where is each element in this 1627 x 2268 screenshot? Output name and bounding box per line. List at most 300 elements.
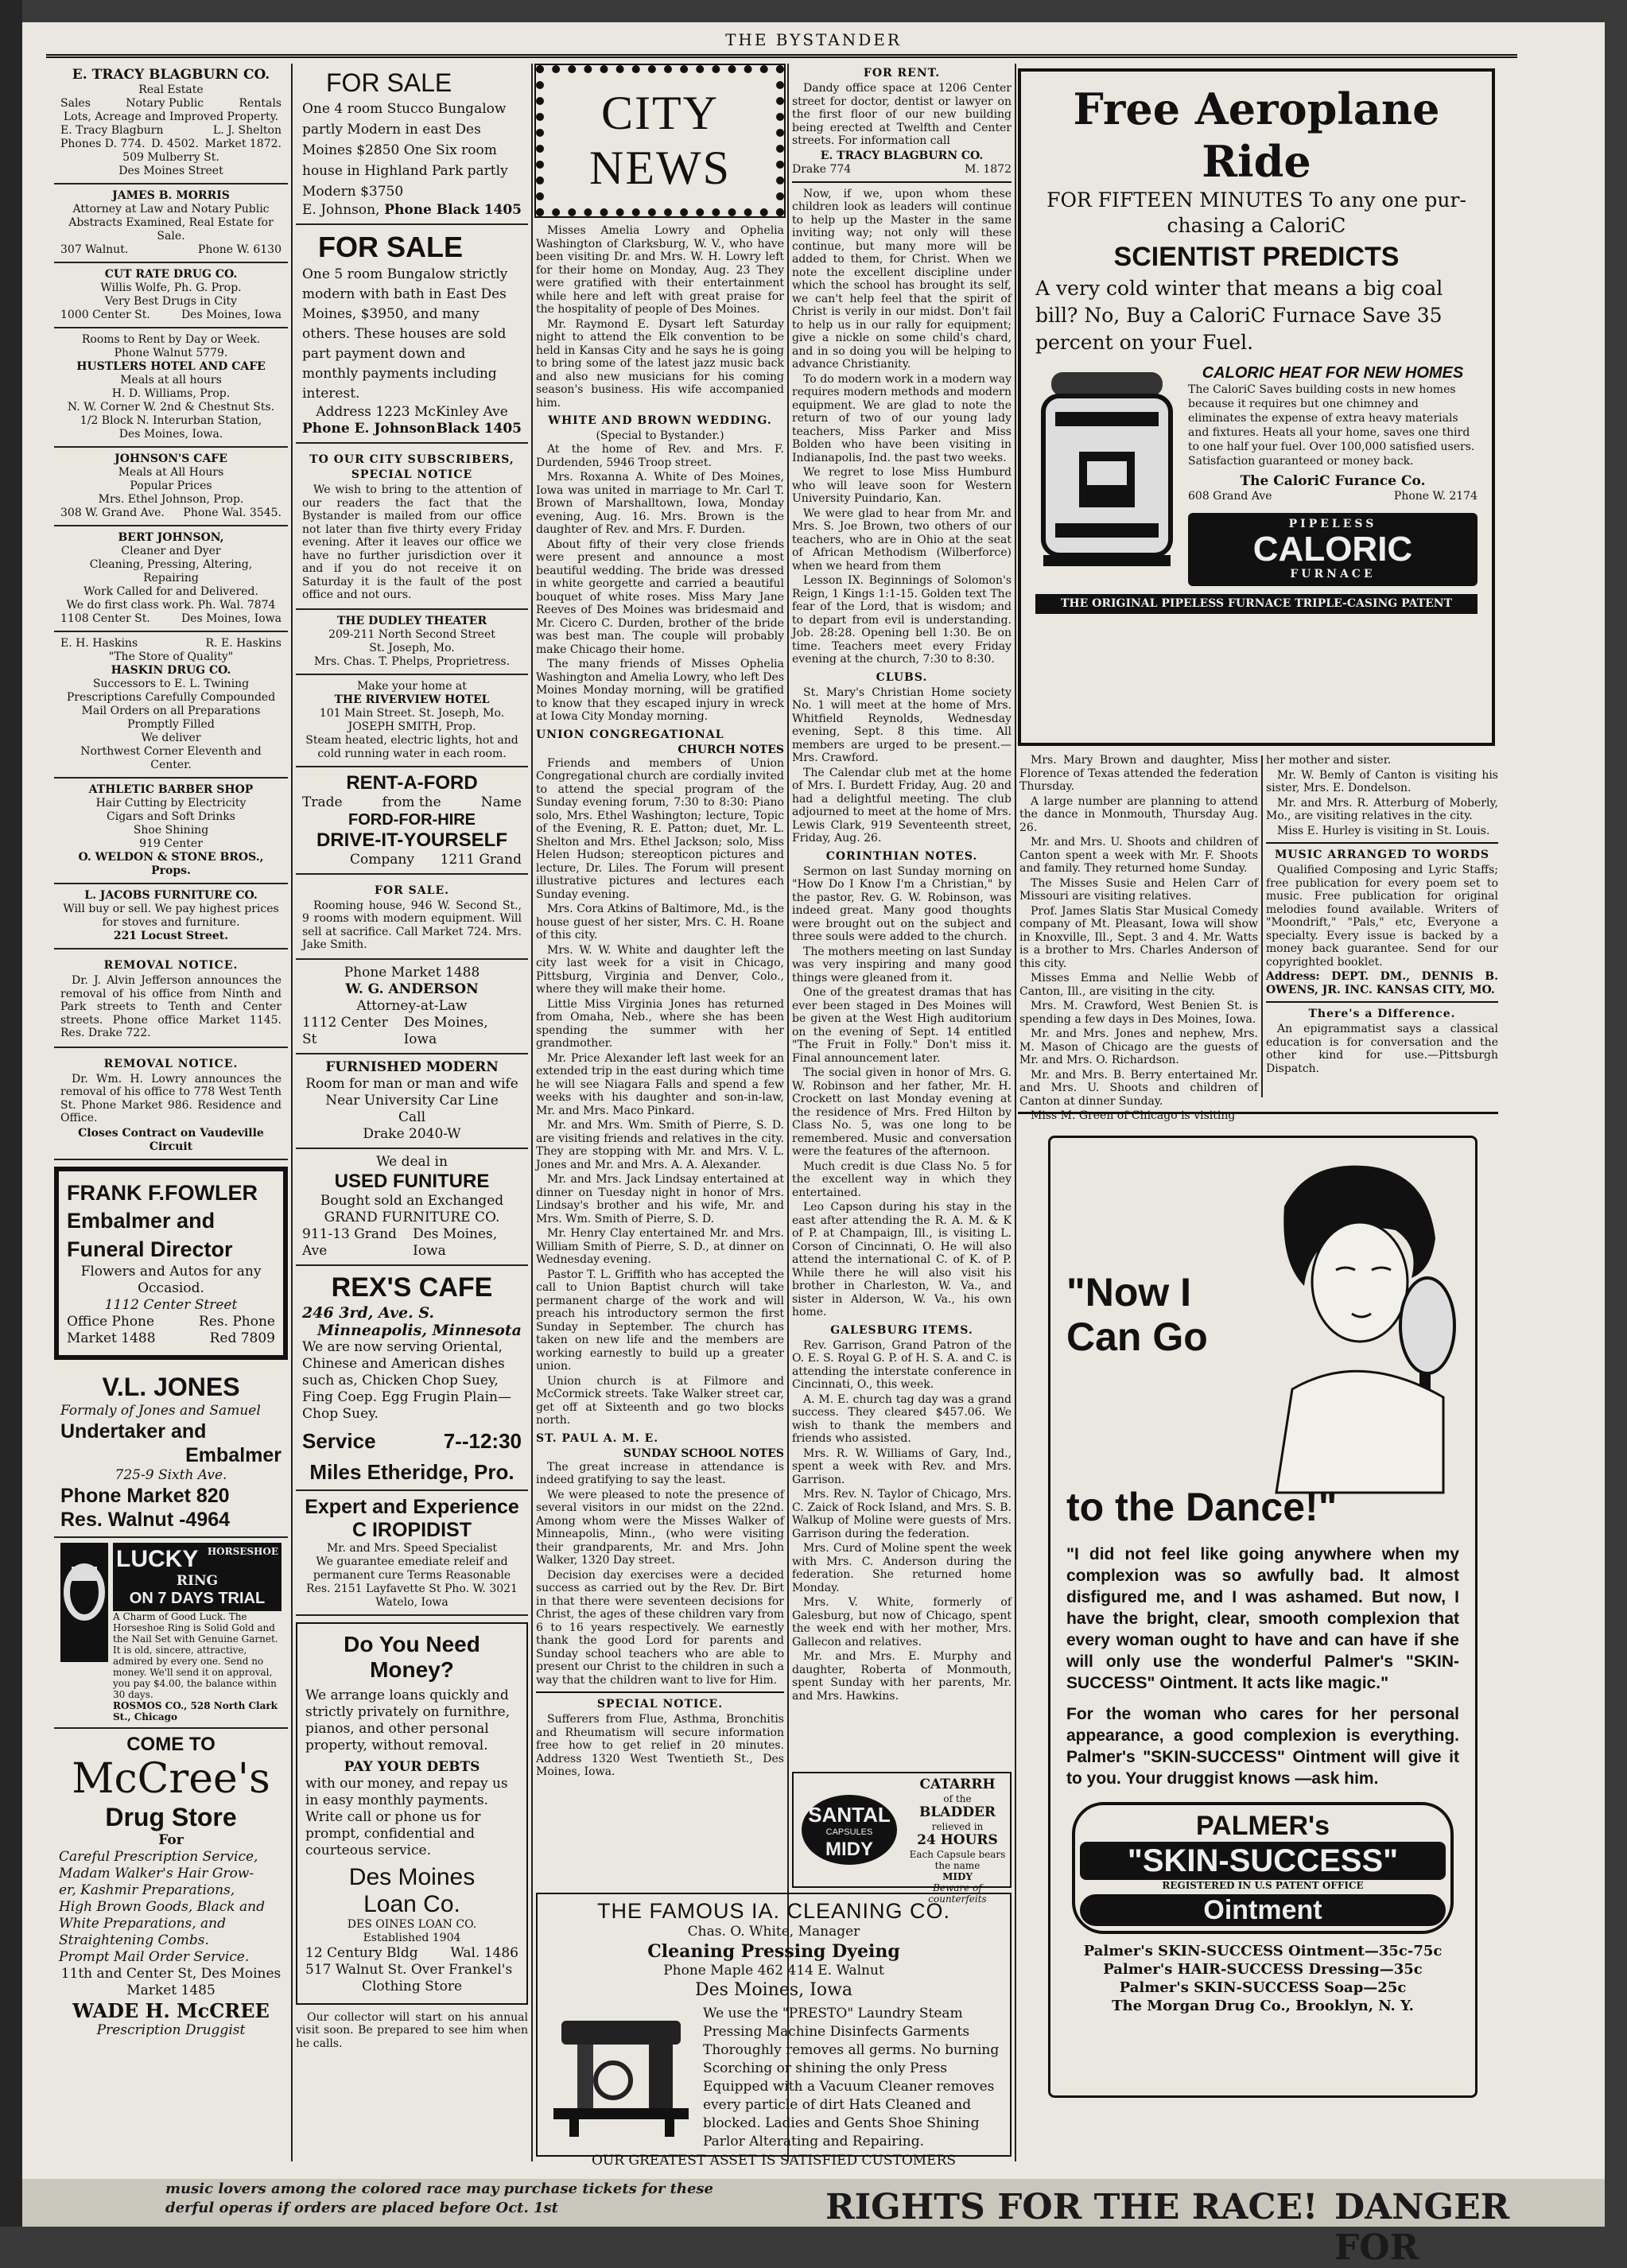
person: E. Tracy Blagburn bbox=[60, 124, 164, 137]
city: Des Moines, Iowa bbox=[403, 1014, 488, 1047]
lucky-trial: ON 7 DAYS TRIAL bbox=[129, 1589, 266, 1607]
loan-title: Do You Need bbox=[344, 1631, 480, 1656]
news-item: Mrs. Roxanna A. White of Des Moines, Iowa was united in marriage to Mr. Carl T. Brown of Marshalltown, Iowa, Monday evening, Aug. 16. Mrs. Brown is the daughter of Rev. and Mrs. F. Durden. bbox=[536, 471, 784, 536]
palmer-headline: Can Go bbox=[1066, 1315, 1208, 1359]
logo-furnace: FURNACE bbox=[1290, 568, 1376, 581]
johnson-line: Meals at All Hours bbox=[118, 466, 224, 479]
news-item: Mrs. V. White, formerly of Galesburg, but now of Chicago, spent the week end with her mother, Mrs. Gallecon and relatives. bbox=[792, 1596, 1012, 1649]
news-item: Decision day exercises were a decided success as carried out by the Rev. Dr. Birt in that there were seventeen decisions for Christ, the ages of these children vary from 6 to 16 years respectively. We earnestly thank the good Lord for parents and Sunday school teachers who are able to present our Christ to the children in such a way that the children want to live for Him. bbox=[536, 1568, 784, 1687]
forsale-ad-1 bbox=[296, 62, 528, 225]
phone: D. 4502. bbox=[151, 138, 199, 150]
news-item: The mothers meeting on last Sunday was very inspiring and many good things were gleaned from it. bbox=[792, 945, 1012, 984]
news-item: Mrs. W. W. White and daughter left the city last week for a visit in Chicago, Pittsburg, Virginia and Denver, Colo., where they will make their home. bbox=[536, 943, 784, 996]
section-subheading: SUNDAY SCHOOL NOTES bbox=[623, 1447, 784, 1460]
section-heading: MUSIC ARRANGED TO WORDS bbox=[1274, 849, 1490, 861]
news-item: Mr. and Mrs. E. Murphy and daughter, Roberta of Monmouth, spent Sunday with her parents, Mr. and Mrs. Hawkins. bbox=[792, 1650, 1012, 1703]
column-1-business-directory bbox=[54, 62, 288, 2163]
cleaning-city: Des Moines, Iowa bbox=[694, 1980, 853, 2000]
rentaford-line: DRIVE-IT-YOURSELF bbox=[316, 829, 507, 851]
anderson-role: Attorney-at-Law bbox=[356, 997, 468, 1014]
section-heading: UNION CONGREGATIONAL bbox=[536, 728, 724, 741]
forsale-name: Phone E. Johnson bbox=[302, 421, 436, 437]
forsale-name: E. Johnson, bbox=[302, 202, 380, 218]
hustlers-line: Rooms to Rent by Day or Week. bbox=[81, 333, 261, 346]
furnished-title: FURNISHED MODERN bbox=[325, 1058, 499, 1075]
rexs-service: Service bbox=[302, 1428, 376, 1453]
notice-sub: SPECIAL NOTICE bbox=[351, 468, 473, 481]
haskin-ad bbox=[54, 632, 288, 779]
palmer-logo bbox=[1072, 1802, 1454, 1934]
city: Des Moines Street bbox=[118, 165, 223, 177]
riverview-hotel-ad bbox=[296, 675, 528, 767]
section-heading: There's a Difference. bbox=[1308, 1008, 1456, 1020]
news-item: A large number are planning to attend the dance in Monmouth, Thursday Aug. 26. bbox=[1019, 794, 1258, 834]
loan-name: Des Moines bbox=[348, 1863, 476, 1890]
news-item: Leo Capson during his stay in the east after attending the R. A. M. & K of P. at Champaign, Ill., is visiting L. Corson of Cincinnati, O. He will also attend the international C. of K. of P. While there he will also visit his brother in Charleston, W. Va., and sister in Alderson, W. Va., his own home. bbox=[792, 1201, 1012, 1318]
removal-notice-2 bbox=[54, 1048, 288, 1160]
city: Des Moines, Iowa bbox=[181, 309, 282, 321]
rentaford-address: 1211 Grand bbox=[440, 851, 522, 868]
jacobs-line: Will buy or sell. We pay highest prices bbox=[63, 903, 279, 915]
next-page-strip bbox=[22, 2179, 1605, 2268]
palmer-skin-success-ad bbox=[1048, 1136, 1478, 2098]
person: E. H. Haskins bbox=[60, 637, 138, 650]
mccree-services bbox=[59, 1849, 283, 1966]
newspaper-page bbox=[22, 22, 1605, 2179]
news-item: Pastor T. L. Griffith who has accepted the call to Union Baptist church will take permanent charge of the work and will preach his introductory sermon the first Sunday in September. The church has taken on new life and the members are working earnestly to build up a greater union. bbox=[536, 1268, 784, 1373]
barber-name: ATHLETIC BARBER SHOP bbox=[88, 783, 254, 796]
fowler-name: FRANK F.FOWLER bbox=[67, 1180, 258, 1205]
news-item: Union church is at Filmore and McCormick streets. Take Walker street car, get off at Sixteenth and go two blocks north. bbox=[536, 1374, 784, 1427]
usedfurn-name: GRAND FURNITURE CO. bbox=[324, 1209, 500, 1225]
cleaning-footer: OUR GREATEST ASSET IS SATISFIED CUSTOMERS bbox=[591, 2153, 957, 2169]
news-item: Miss E. Hurley is visiting in St. Louis. bbox=[1277, 824, 1490, 837]
phone: M. 1872 bbox=[965, 162, 1012, 176]
mccree-service: High Brown Goods, Black and bbox=[59, 1898, 265, 1915]
res-phone-label: Res. Phone bbox=[198, 1313, 275, 1330]
column-rule bbox=[531, 64, 533, 2161]
usedfurn-line: We deal in bbox=[376, 1153, 448, 1170]
forsale-ad-2 bbox=[296, 225, 528, 444]
news-item: Mrs. R. W. Williams of Gary, Ind., spent a week with Rev. and Mrs. Garrison. bbox=[792, 1447, 1012, 1486]
news-item: Mrs. Mary Brown and daughter, Miss Florence of Texas attended the federation Thursday. bbox=[1019, 754, 1258, 793]
news-item: The social given in honor of Mrs. G. W. Robinson and her father, Mr. H. Crockett on last Monday evening at the residence of Mrs. Fred Hilton by Class No. 5, was one long to be remembered. Music and conversation were the features of the afternoon. bbox=[792, 1066, 1012, 1158]
palmer-company: The Morgan Drug Co., Brooklyn, N. Y. bbox=[1112, 1998, 1414, 2014]
service: Rentals bbox=[239, 97, 282, 110]
palmer-logo-name: PALMER's bbox=[1195, 1811, 1330, 1841]
chiro-address: Res. 2151 Layfavette St Pho. W. 3021 bbox=[306, 1582, 518, 1595]
city: St. Joseph, Mo. bbox=[369, 641, 455, 654]
name-label: Name bbox=[480, 794, 522, 810]
loan-co-ad bbox=[296, 1622, 528, 2005]
notice-body: We wish to bring to the attention of our readers the fact that the Bystander is mailed from our office not later than five thirty every Friday evening. After it leaves our office we have no further jurisdiction over it and if you do not receive it on Saturday it is the fault of the post office and not ours. bbox=[302, 484, 522, 601]
mccree-owner: WADE H. McCREE bbox=[72, 1998, 270, 2022]
column-rule bbox=[291, 64, 293, 2161]
caloric-body-small: The CaloriC Saves building costs in new homes because it requires but one chimney and eliminates the expense of extra heavy materials and fixtures. Heats all your home, saves one third to one half your fuel. Over 100,000 satisfied users. Satisfaction guaranteed or money back. bbox=[1188, 383, 1475, 468]
section-subheading: (Special to Bystander.) bbox=[596, 429, 724, 442]
riverview-prop: JOSEPH SMITH, Prop. bbox=[348, 720, 476, 733]
section-subheading: CHURCH NOTES bbox=[678, 743, 784, 756]
loan-sub: PAY YOUR DEBTS bbox=[344, 1758, 480, 1775]
address: 517 Walnut St. Over Frankel's bbox=[305, 1961, 513, 1978]
forsale-title: FOR SALE bbox=[318, 231, 464, 263]
section-heading: SPECIAL NOTICE. bbox=[596, 1698, 724, 1711]
lucky-body: A Charm of Good Luck. The Horseshoe Ring is Solid Gold and the Nail Set with Genuine Garnet. It is old, sincere, attractive, admired by every one. Send no money. We'll send it on approval, you pay $4.00, the balance within 30 days. bbox=[113, 1610, 278, 1700]
loan-name: DES OINES LOAN CO. bbox=[347, 1917, 477, 1931]
caloric-phone: Phone W. 2174 bbox=[1393, 490, 1478, 503]
barber-line: Cigars and Soft Drinks bbox=[107, 810, 235, 823]
removal-title: REMOVAL NOTICE. bbox=[103, 959, 239, 972]
city: Des Moines, Iowa bbox=[181, 612, 282, 625]
news-item: Miss M. Green of Chicago is visiting bbox=[1031, 1109, 1236, 1122]
barber-props: O. WELDON & STONE BROS., Props. bbox=[78, 851, 264, 877]
forsale-phone: Black 1405 bbox=[436, 421, 522, 437]
midy-label: MIDY bbox=[825, 1839, 873, 1860]
rexs-title: REX'S CAFE bbox=[331, 1272, 493, 1303]
section-heading: ST. PAUL A. M. E. bbox=[536, 1431, 659, 1445]
pressing-machine-icon bbox=[546, 2005, 697, 2140]
forsale-title: FOR SALE. bbox=[374, 884, 449, 897]
forsale-title: FOR SALE bbox=[326, 68, 452, 97]
palmer-logo-registered: REGISTERED IN U.S PATENT OFFICE bbox=[1162, 1880, 1364, 1891]
news-item: Rev. Garrison, Grand Patron of the O. E. S. Royal G. P. of H. S. A. and C. is attending the interstate conference in Cincinnati, O., this week. bbox=[792, 1338, 1012, 1391]
forrent-body: Dandy office space at 1206 Center street for doctor, dentist or lawyer on the first floor of our new building being erected at Twelfth and Center streets. For information call bbox=[792, 82, 1012, 147]
news-item: One of the greatest dramas that has ever been staged in Des Moines will be given at the West High auditorium on the evening of Sept. 14 entitled "The Fruit in Folly." Don't miss it. Final announcement later. bbox=[792, 986, 1012, 1065]
cleaning-co-ad bbox=[536, 1893, 1012, 2169]
news-item: Mr. and Mrs. R. Atterburg of Moberly, Mo., are visiting relatives in the city. bbox=[1266, 796, 1498, 822]
dudley-theater-ad bbox=[296, 610, 528, 675]
news-item: A. M. E. church tag day was a grand success. They cleared $457.06. We wish to thank the members and friends who assisted. bbox=[792, 1392, 1012, 1445]
jones-address: 725-9 Sixth Ave. bbox=[115, 1466, 227, 1483]
news-item: Mr. and Mrs. Wm. Smith of Pierre, S. D. are visiting friends and relatives in the city. They are stopping with Mr. and Mrs. V. L. Jones and Mr. and Mrs. A. A. Alexander. bbox=[536, 1119, 784, 1171]
lucky-sub: HORSESHOE bbox=[207, 1545, 278, 1557]
logo-pipeless: PIPELESS bbox=[1288, 518, 1377, 530]
news-item: About fifty of their very close friends were present and announce a most beautiful wedding. The bride was dressed in white georgette and carried a beautiful bouquet of white roses. Miss Mary Jane Reeves of Des Moines was bridesmaid and Mr. Cicero C. Durden, brother of the bride was best man. The couple will probably make Chicago their home. bbox=[536, 538, 784, 656]
news-item: We were pleased to note the presence of several visitors in our midst on the 22nd. Among whom were the Misses Walker of Minneapolis, Minn., (who were visiting their grandparents, Mr. and Mrs. John Walker, 1320 Day street. bbox=[536, 1488, 784, 1567]
furnished-phone: Drake 2040-W bbox=[363, 1125, 461, 1142]
forsale-body: Rooming house, 946 W. Second St., 9 rooms with modern equipment. Will sell at sacrifice. Call Market 724. Mrs. Jake Smith. bbox=[302, 899, 522, 951]
address: 509 Mulberry St. bbox=[122, 151, 219, 164]
hustlers-ad bbox=[54, 328, 288, 448]
column-rule bbox=[1261, 755, 1263, 1097]
notice-title: TO OUR CITY SUBSCRIBERS, bbox=[309, 453, 515, 466]
haskin-quote: "The Store of Quality" bbox=[108, 650, 234, 663]
fowler-address: 1112 Center Street bbox=[104, 1296, 238, 1313]
forsale-ad-3 bbox=[296, 875, 528, 960]
res-phone: Red 7809 bbox=[209, 1330, 275, 1346]
haskin-name: HASKIN DRUG CO. bbox=[111, 664, 231, 677]
johnson-name: JOHNSON'S CAFE bbox=[115, 452, 227, 465]
news-item: The Calendar club met at the home of Mrs. I. Burdett Friday, Aug. 20 and had a delightful meeting. The club adjourned to meet at the home of Mrs. Lewis Clark, 919 Seventeenth street, Friday, Aug. 26. bbox=[792, 766, 1012, 845]
furnished-line: Room for man or man and wife bbox=[305, 1075, 518, 1092]
news-item: We were glad to hear from Mr. and Mrs. S. Joe Brown, two others of our teachers, who are in Ohio at the seat of African Methodism (Wilberforce) when we heard from them bbox=[792, 507, 1012, 573]
capsules-label: CAPSULES bbox=[825, 1827, 873, 1837]
bert-johnson-ad bbox=[54, 526, 288, 632]
chiro-line: Expert and Experience bbox=[305, 1495, 519, 1518]
furnished-line: Near University Car Line bbox=[325, 1092, 499, 1109]
rent-a-ford-ad bbox=[296, 767, 528, 875]
address: 221 Locust Street. bbox=[113, 930, 229, 942]
santal-line: relieved in bbox=[931, 1821, 984, 1832]
loan-body: with our money, and repay us in easy monthly payments. Write call or phone us for prompt, confidential and courteous service. bbox=[305, 1775, 508, 1858]
morris-name: JAMES B. MORRIS bbox=[112, 189, 230, 202]
removal-title: REMOVAL NOTICE. bbox=[103, 1057, 239, 1070]
morris-line: Attorney at Law and Notary Public bbox=[72, 203, 270, 216]
address: 307 Walnut. bbox=[60, 243, 129, 256]
column-2-classifieds bbox=[296, 62, 528, 2163]
news-item: Sermon on last Sunday morning on "How Do I Know I'm a Christian," by the pastor, Rev. G. W. Robinson, was indeed great. Many good thoughts were brought out on the subject and three souls were added to the church. bbox=[792, 864, 1012, 943]
service: Sales bbox=[60, 97, 91, 110]
bert-line: Cleaner and Dyer bbox=[121, 545, 221, 557]
cleaning-title: THE FAMOUS IA. CLEANING CO. bbox=[596, 1899, 951, 1923]
santal-line: Beware of counterfeits bbox=[928, 1882, 987, 1905]
divider bbox=[1266, 1001, 1498, 1003]
palmer-price: Palmer's SKIN-SUCCESS Ointment—35c-75c bbox=[1083, 1943, 1443, 1959]
rexs-address: 246 3rd, Ave. S. bbox=[302, 1303, 435, 1322]
address: 209-211 North Second Street bbox=[328, 627, 495, 641]
city-news-banner bbox=[536, 65, 784, 216]
city-news-title: CITY NEWS bbox=[589, 87, 731, 194]
section-heading: GALESBURG ITEMS. bbox=[830, 1323, 973, 1337]
news-item: Mrs. Curd of Moline spent the week with Mrs. C. Anderson during the federation. She returned home Monday. bbox=[792, 1542, 1012, 1594]
jones-line: Undertaker and bbox=[60, 1419, 207, 1443]
fowler-line: Embalmer and bbox=[67, 1208, 216, 1233]
news-item: The Misses Susie and Helen Carr of Missouri are visiting relatives. bbox=[1019, 876, 1258, 903]
caloric-company: The CaloriC Furance Co. bbox=[1240, 473, 1426, 489]
blagburn-sub: Real Estate bbox=[138, 83, 204, 96]
caloric-title: Free Aeroplane Ride bbox=[1073, 83, 1440, 187]
haskin-line: Successors to E. L. Twining bbox=[92, 678, 250, 690]
column-rule bbox=[1015, 64, 1016, 2161]
special-notice-body: Sufferers from Flue, Asthma, Bronchitis and Rheumatism will secure information free how to get relief in 20 minutes. Address 1320 West Twentieth St., Des Moines, Iowa. bbox=[536, 1713, 784, 1778]
cutrate-name: CUT RATE DRUG CO. bbox=[104, 268, 238, 281]
loan-title: Money? bbox=[370, 1656, 454, 1682]
news-item: Now, if we, upon whom these children look as leaders will continue to help up the Master in the same inviting way; not only will these continue, but many more will be added to them, for Christ. When we note the excellent discipline under which the school has brought its self, we can't help feel that the spirit of Christ is verily in our midst. Don't fail to help us in our rally for equipment; give a nickle on some child's chard, and in so doing you will be helping to advance Christianity. bbox=[792, 187, 1012, 371]
person: L. J. Shelton bbox=[212, 124, 282, 137]
furnished-room-ad bbox=[296, 1054, 528, 1149]
rexs-cafe-ad bbox=[296, 1266, 528, 1491]
jacobs-line: for stoves and furniture. bbox=[102, 916, 240, 929]
jones-name: V.L. JONES bbox=[102, 1372, 240, 1401]
address: 1000 Center St. bbox=[60, 309, 150, 321]
caloric-tagline: THE ORIGINAL PIPELESS FURNACE TRIPLE-CASING PATENT bbox=[1035, 594, 1478, 614]
jones-ad bbox=[54, 1366, 288, 1538]
hustlers-prop: H. D. Williams, Prop. bbox=[111, 387, 231, 400]
lucky-ring: RING bbox=[176, 1572, 219, 1589]
johnson-cafe-ad bbox=[54, 448, 288, 526]
santal-line: 24 HOURS bbox=[917, 1832, 998, 1848]
strip-text: music lovers among the colored race may purchase tickets for these bbox=[165, 2181, 714, 2197]
palmer-logo-product: "SKIN-SUCCESS" bbox=[1080, 1842, 1446, 1880]
cleaning-services: Cleaning Pressing Dyeing bbox=[647, 1941, 900, 1962]
rentaford-line: FORD-FOR-HIRE bbox=[348, 810, 476, 829]
riverview-line: Make your home at bbox=[357, 679, 467, 693]
riverview-name: THE RIVERVIEW HOTEL bbox=[334, 693, 490, 706]
phone: Market 1872. bbox=[204, 138, 282, 150]
dudley-prop: Mrs. Chas. T. Phelps, Proprietress. bbox=[313, 654, 511, 668]
strip-headline: RIGHTS FOR THE RACE! bbox=[825, 2187, 1318, 2227]
cleaning-manager: Chas. O. White, Manager bbox=[687, 1924, 860, 1940]
section-heading: CLUBS. bbox=[876, 670, 928, 684]
barber-line: 919 Center bbox=[139, 837, 203, 850]
news-item: Mr. and Mrs. B. Berry entertained Mr. and Mrs. U. Shoots and children of Canton at dinner Sunday. bbox=[1019, 1068, 1258, 1108]
rentaford-title: RENT-A-FORD bbox=[346, 771, 478, 794]
news-item: To do modern work in a modern way requires modern methods and modern equipment. We are glad to note the return of two of our young lady teachers, Miss Parker and Miss Bolden who have been visiting in Indianapolis, Ind. the past two weeks. bbox=[792, 372, 1012, 464]
blagburn-name: E. TRACY BLAGBURN CO. bbox=[72, 67, 270, 83]
haskin-line: Prescriptions Carefully Compounded bbox=[66, 691, 276, 704]
forsale-address: Address 1223 McKinley Ave bbox=[316, 404, 508, 420]
santal-line: MIDY bbox=[942, 1871, 973, 1882]
cleaning-body: We use the "PRESTO" Laundry Steam Pressing Machine Disinfects Garments Thoroughly removes all germs. No burning Scorching or shining the only Press Equipped with a Vacuum Cleaner removes every particle of dirt Hats Cleaned and blocked. Ladies and Gents Shoe Shining Parlor Alterating and Repairing. bbox=[703, 2006, 1000, 2150]
fowler-line: Occasiod. bbox=[138, 1280, 204, 1296]
capsule-icon bbox=[798, 1782, 901, 1878]
morris-line: Abstracts Examined, Real Estate for bbox=[68, 216, 274, 229]
barber-line: Hair Cutting by Electricity bbox=[95, 797, 247, 810]
news-item: At the home of Rev. and Mrs. F. Durdenden, 5946 Troop street. bbox=[536, 443, 784, 469]
phone: Drake 774 bbox=[792, 162, 852, 176]
rexs-hours: 7--12:30 bbox=[443, 1428, 522, 1453]
johnson-line: Popular Prices bbox=[130, 480, 212, 492]
caloric-sub: CALORIC HEAT FOR NEW HOMES bbox=[1202, 364, 1464, 382]
mccree-name: McCree's bbox=[72, 1754, 270, 1803]
city: Des Moines, Iowa. bbox=[118, 428, 223, 441]
address: 308 W. Grand Ave. bbox=[60, 507, 165, 519]
address: N. W. Corner W. 2nd & Chestnut Sts. bbox=[67, 401, 275, 414]
collector-notice: Our collector will start on his annual visit soon. Be prepared to see him when he calls. bbox=[296, 2010, 528, 2050]
news-item: Mrs. Cora Atkins of Baltimore, Md., is the house guest of her sister, Mrs. C. H. Roane of this city. bbox=[536, 903, 784, 942]
news-item: St. Mary's Christian Home society No. 1 will meet at the home of Mrs. Whitfield Reynolds, Wednesday evening, Sept. 8 this time. All members are urged to be present.—Mrs. Crawford. bbox=[792, 685, 1012, 764]
anderson-name: W. G. ANDERSON bbox=[345, 981, 479, 997]
music-body: Qualified Composing and Lyric Staffs; free publication for every poem set to music. Free publication for original melodies found available. Writers of "Moondrift," "Pals," etc, Everyone a specialty. Every issue is backed by a money back guarantee. Send for our copyrighted booklet. bbox=[1266, 864, 1498, 969]
phone: Phone W. 6130 bbox=[197, 243, 282, 256]
bert-line: Cleaning, Pressing, Altering, Repairing bbox=[89, 558, 253, 584]
lucky-title: LUCKY bbox=[116, 1545, 199, 1572]
haskin-line: Mail Orders on all Preparations bbox=[81, 705, 261, 717]
city: Des Moines, Iowa bbox=[413, 1225, 498, 1259]
section-heading: WHITE AND BROWN WEDDING. bbox=[548, 414, 772, 427]
chiro-title: C IROPIDIST bbox=[351, 1518, 472, 1541]
morris-line: Sale. bbox=[157, 230, 185, 243]
phone: Phones D. 774. bbox=[60, 138, 146, 150]
santal-label: SANTAL bbox=[808, 1803, 891, 1827]
forrent-name: E. TRACY BLAGBURN CO. bbox=[820, 149, 984, 162]
santal-line: Each Capsule bears the name bbox=[909, 1849, 1006, 1871]
fowler-ad bbox=[54, 1167, 288, 1360]
bert-name: BERT JOHNSON, bbox=[118, 531, 224, 544]
news-item: Mr. Raymond E. Dysart left Saturday night to attend the Elk convention to be held in Kansas City and he says he is going to bring some of the latest jazz music back and also new musicians for his coming season's business. His wife accompanied him. bbox=[536, 317, 784, 410]
column-3-city-news bbox=[536, 62, 784, 2163]
palmer-price: Palmer's SKIN-SUCCESS Soap—25c bbox=[1119, 1979, 1407, 1996]
lucky-ring-ad bbox=[54, 1538, 288, 1729]
news-item: Friends and members of Union Congregational church are cordially invited to attend the special program of the Sunday evening forum, 7:30 to 8:30: Piano solo, Mrs. Ethel Washington; lecture, Topic of the Evening, R. E. Patton; duet, Mr. L. Shelton and Mrs. Ethel Jackson; solo, Miss Helen Hudson; stereopticon pictures and lecture, Dr. Liles. The Forum will present illustrative pictures and lectures each Sunday evening. bbox=[536, 756, 784, 901]
phone: Wal. 1486 bbox=[450, 1944, 518, 1961]
forsale-phone: Phone Black 1405 bbox=[384, 202, 522, 218]
fowler-line: Funeral Director bbox=[67, 1237, 233, 1261]
news-item: Lesson IX. Beginnings of Solomon's Reign, 1 Kings 1:1-15. Golden text The fear of the Lord, that is wisdom; and to depart from evil is understanding. Job. 28:28. Opening bell 1:30. Be on time. Teachers meet every Friday evening at the church, 7:30 to 8:30. bbox=[792, 574, 1012, 666]
horseshoe-ring-icon bbox=[60, 1543, 108, 1662]
chiro-line: We guarantee emediate releif and permanent cure Terms Reasonable bbox=[313, 1555, 511, 1582]
palmer-headline: "Now I bbox=[1066, 1270, 1192, 1315]
caloric-body: A very cold winter that means a big coal bill? No, Buy a CaloriC Furnace Save 35 percent on your Fuel. bbox=[1035, 277, 1443, 354]
palmer-headline: to the Dance!" bbox=[1066, 1485, 1338, 1529]
news-item: Little Miss Virginia Jones has returned from Omaha, Neb., where she has been spending the summer with her grandmother. bbox=[536, 997, 784, 1050]
haskin-line: Promptly Filled bbox=[127, 718, 215, 731]
mccree-line: COME TO bbox=[126, 1733, 216, 1755]
news-item: Mrs. M. Crawford, West Benien St. is spending a few days in Des Moines, Iowa. bbox=[1019, 1000, 1258, 1026]
removal-body: Dr. J. Alvin Jefferson announces the removal of his office from Ninth and Park streets to Tenth and Center streets. Phone office Market 1145. Res. Drake 722. bbox=[60, 974, 282, 1039]
chiropodist-ad bbox=[296, 1491, 528, 1616]
news-item: Mr. and Mrs. Jones and nephew, Mrs. M. Mason of Chicago are the guests of Mr. and Mrs. O. Richardson. bbox=[1019, 1027, 1258, 1066]
news-item: The many friends of Misses Ophelia Washington and Amelia Lowry, who left Des Moines Monday morning, will be gratified to know that they escaped injury in wreck at Iowa City Monday morning. bbox=[536, 658, 784, 723]
news-item: Mr. and Mrs. Jack Lindsay entertained at dinner on Tuesday night in honor of Mrs. Lindsay's brother and his wife, Mr. and Mrs. Wm. Smith of Pierre, S. D. bbox=[536, 1173, 784, 1225]
news-item: Much credit is due Class No. 5 for the excellent way in which they entertained. bbox=[792, 1159, 1012, 1199]
rexs-city: Minneapolis, Minnesota bbox=[316, 1321, 522, 1339]
usedfurn-title: USED FUNITURE bbox=[334, 1170, 490, 1192]
section-heading: FOR RENT. bbox=[863, 67, 941, 80]
hustlers-line: Meals at all hours bbox=[120, 374, 222, 386]
jones-phone: Res. Walnut -4964 bbox=[60, 1508, 231, 1531]
address: 101 Main Street. St. Joseph, Mo. bbox=[319, 706, 505, 720]
riverview-line: Steam heated, electric lights, hot and cold running water in each room. bbox=[305, 733, 518, 760]
blagburn-line: Lots, Acreage and Improved Property. bbox=[63, 111, 279, 123]
section-heading: CORINTHIAN NOTES. bbox=[825, 849, 978, 863]
jones-phone: Phone Market 820 bbox=[60, 1484, 230, 1507]
address: 1112 Center St bbox=[302, 1014, 388, 1047]
mccree-phone: Market 1485 bbox=[126, 1982, 216, 1998]
difference-body: An epigrammatist says a classical education is for conversation and the other kind for use.—Pittsburgh Dispatch. bbox=[1266, 1023, 1498, 1075]
used-furniture-ad bbox=[296, 1149, 528, 1266]
santal-line: BLADDER bbox=[918, 1804, 996, 1820]
haskin-line: Northwest Corner Eleventh and Center. bbox=[80, 745, 262, 771]
anderson-ad bbox=[296, 960, 528, 1054]
santal-midy-ad bbox=[792, 1772, 1012, 1905]
mccree-service: White Preparations, and bbox=[59, 1915, 227, 1932]
news-item: Mr. Price Alexander left last week for an extended trip in the east during which time he will see Niagara Falls and spend a few weeks with his daughter and son-in-law, Mr. and Mrs. Maco Pinkard. bbox=[536, 1051, 784, 1117]
mccree-service: Careful Prescription Service, bbox=[59, 1848, 258, 1865]
news-item: her mother and sister. bbox=[1266, 754, 1392, 767]
rentaford-company: Company bbox=[350, 851, 414, 868]
masthead: THE BYSTANDER bbox=[725, 30, 902, 49]
caloric-furnace-ad bbox=[1018, 68, 1495, 746]
news-item: Mr. and Mrs. U. Shoots and children of Canton spent a week with Mr. F. Shoots and family. They returned home Sunday. bbox=[1019, 836, 1258, 875]
news-item: Misses Amelia Lowry and Ophelia Washington of Clarksburg, W. V., who have been visiting Dr. and Mrs. W. H. Lowry left for their home on Monday, Aug. 23 They were gratified with their entertainment while here and left with great praise for the hospitality of people of Des Moines. bbox=[536, 224, 784, 316]
removal-body: Dr. Wm. H. Lowry announces the removal of his office to 778 West Tenth St. Phone Market 986. Residence and Office. bbox=[60, 1072, 282, 1124]
caloric-line: FOR FIFTEEN MINUTES To any one pur- bbox=[1046, 188, 1466, 212]
jones-line: Formaly of Jones and Samuel bbox=[60, 1402, 261, 1419]
fowler-line: Flowers and Autos for any bbox=[80, 1263, 262, 1280]
chiro-line: Mr. and Mrs. Speed Specialist bbox=[326, 1541, 498, 1555]
office-phone: Market 1488 bbox=[67, 1330, 156, 1346]
lucky-address: ROSMOS CO., 528 North Clark St., Chicago bbox=[113, 1699, 278, 1722]
masthead-rule bbox=[46, 54, 1517, 58]
news-item: Mr. Henry Clay entertained Mr. and Mrs. William Smith of Pierre, S. D., at dinner on Wednesday evening. bbox=[536, 1227, 784, 1266]
strip-headline: DANGER FOR bbox=[1334, 2187, 1510, 2268]
santal-line: CATARRH bbox=[919, 1777, 996, 1792]
address: 1/2 Block N. Interurban Station, bbox=[80, 414, 262, 427]
furnace-icon bbox=[1035, 364, 1179, 571]
hustlers-name: HUSTLERS HOTEL AND CAFE bbox=[76, 360, 266, 373]
palmer-price: Palmer's HAIR-SUCCESS Dressing—35c bbox=[1103, 1961, 1423, 1978]
strip-text: derful operas if orders are placed before Oct. 1st bbox=[165, 2200, 558, 2216]
caloric-logo bbox=[1188, 513, 1478, 586]
mccree-service: Prompt Mail Order Service. bbox=[59, 1948, 250, 1965]
barber-ad bbox=[54, 779, 288, 884]
jones-line: Embalmer bbox=[185, 1443, 282, 1466]
removal-notice-1 bbox=[54, 950, 288, 1048]
caloric-address: 608 Grand Ave bbox=[1188, 490, 1272, 503]
johnson-prop: Mrs. Ethel Johnson, Prop. bbox=[98, 493, 244, 506]
address: Clothing Store bbox=[361, 1978, 463, 1994]
